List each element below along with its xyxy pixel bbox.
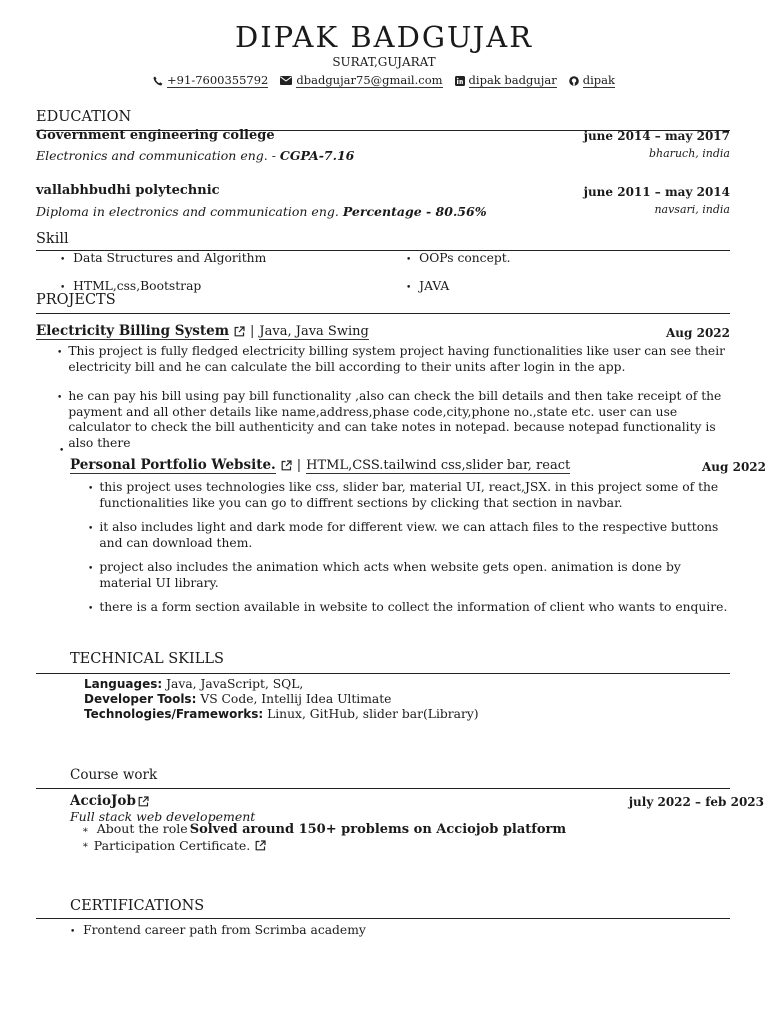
education-school: vallabhbudhi polytechnic [36, 183, 220, 198]
project-separator: | [296, 458, 302, 473]
course-subtitle: Full stack web developement [70, 809, 256, 824]
technical-rule [36, 673, 730, 674]
phone-icon [153, 76, 163, 86]
external-link-icon[interactable] [138, 796, 149, 807]
projects-rule [36, 313, 730, 314]
project-bullet: • it also includes light and dark mode for different view. we can attach files to the respective buttons and can download them. [88, 520, 719, 550]
projects-heading: PROJECTS [36, 292, 116, 308]
education-score: CGPA-7.16 [279, 148, 355, 163]
project-header [70, 457, 570, 474]
education-place: bharuch, india [649, 147, 730, 160]
technical-row: Technologies/Frameworks: Linux, GitHub, slider bar(Library) [84, 707, 479, 721]
project-bullet: • project also includes the animation which acts when website gets open. animation is done by material UI library. [88, 560, 681, 590]
project-tech: HTML,CSS.tailwind css,slider bar, react [306, 457, 571, 473]
project-title[interactable]: Electricity Billing System [36, 323, 230, 339]
phone-text: +91-7600355792 [167, 73, 269, 87]
linkedin-icon [455, 76, 465, 86]
course-org-line [70, 793, 149, 809]
project-tech: Java, Java Swing [259, 323, 369, 339]
project-bullet: • he can pay his bill using pay bill functionality ,also can check the bill details and then take receipt of the payment and all other details like name,address,phase code,city,phone no.,state etc. user can use calculator to check the bill authenticity and can take notes in notepad. because notepad functionality is also there [57, 389, 722, 450]
certifications-heading: CERTIFICATIONS [70, 898, 205, 914]
external-link-icon[interactable] [281, 460, 292, 471]
course-solved: Solved around 150+ problems on Acciojob platform [189, 822, 567, 837]
external-link-icon[interactable] [255, 840, 266, 851]
education-dates: june 2011 – may 2014 [583, 185, 730, 199]
project-date: Aug 2022 [701, 460, 766, 474]
linkedin-link[interactable] [455, 73, 557, 88]
linkedin-text: dipak badgujar [468, 73, 557, 87]
project-date: Aug 2022 [665, 326, 730, 340]
phone-link[interactable] [153, 73, 268, 88]
education-dates: june 2014 – may 2017 [583, 129, 730, 143]
email-link[interactable] [280, 73, 442, 88]
education-heading: EDUCATION [36, 109, 132, 125]
education-score: Percentage - 80.56% [342, 204, 487, 219]
course-org[interactable]: AccioJob [70, 793, 136, 809]
course-item: ∗ About the role Solved around 150+ problems on Acciojob platform [82, 821, 567, 837]
certification-item: • Frontend career path from Scrimba academy [70, 923, 366, 937]
technical-heading: TECHNICAL SKILLS [70, 651, 224, 667]
skill-item: • JAVA [406, 279, 450, 293]
course-dates: july 2022 – feb 2023 [628, 795, 764, 809]
education-degree: Diploma in electronics and communication eng. [36, 204, 343, 219]
education-degree-line [36, 201, 487, 220]
envelope-icon [280, 76, 292, 85]
project-header [36, 323, 369, 340]
github-icon [569, 76, 579, 86]
external-link-icon[interactable] [234, 326, 245, 337]
skill-item: • HTML,css,Bootstrap [60, 279, 202, 293]
skill-item: • Data Structures and Algorithm [60, 251, 267, 265]
github-text: dipak [582, 73, 615, 87]
technical-row: Developer Tools: VS Code, Intellij Idea Ultimate [84, 692, 392, 706]
education-school: Government engineering college [36, 128, 275, 143]
project-bullet: • This project is fully fledged electricity billing system project having functionalities like user can see their electricity bill and he can calculate the bill according to their units after login in the app. [57, 344, 726, 374]
github-link[interactable] [569, 73, 615, 88]
course-item: ∗ Participation Certificate. [82, 838, 266, 853]
education-place: navsari, india [654, 203, 730, 216]
course-rule [36, 788, 730, 789]
course-about: About the role [96, 821, 188, 836]
skill-item: • OOPs concept. [406, 251, 511, 265]
contact-bar [0, 73, 768, 88]
technical-row: Languages: Java, JavaScript, SQL, [84, 677, 304, 691]
project-title[interactable]: Personal Portfolio Website. [70, 457, 276, 473]
project-separator: | [250, 324, 255, 339]
skill-heading: Skill [36, 231, 69, 247]
course-heading: Course work [70, 767, 158, 783]
email-text: dbadgujar75@gmail.com [296, 73, 443, 87]
project-bullet: • there is a form section available in website to collect the information of client who wants to enquire. [88, 600, 728, 614]
resume-location: SURAT,GUJARAT [332, 55, 436, 69]
education-degree: Electronics and communication eng. - [36, 148, 280, 163]
resume-name: DIPAK BADGUJAR [234, 20, 534, 54]
empty-bullet: • [59, 446, 65, 456]
certifications-rule [36, 918, 730, 919]
course-cert: Participation Certificate. [93, 838, 251, 853]
education-degree-line [36, 145, 354, 164]
project-bullet: • this project uses technologies like css, slider bar, material UI, react,JSX. in this project some of the functionalities like you can go to diffrent sections by clicking that section in navbar. [88, 480, 719, 510]
